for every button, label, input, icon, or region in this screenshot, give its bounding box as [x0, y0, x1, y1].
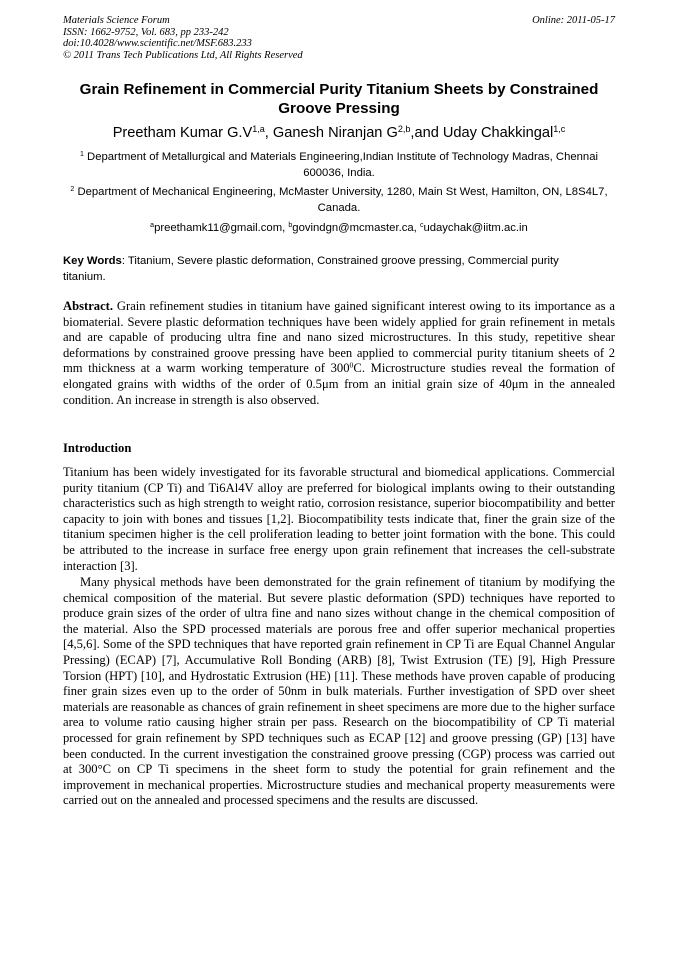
affiliation-2 — [63, 184, 615, 216]
abstract — [63, 299, 615, 408]
introduction-heading: Introduction — [63, 441, 132, 455]
keywords-text: : Titanium, Severe plastic deformation, Constrained groove pressing, Commercial purity titanium. — [63, 255, 559, 283]
affiliation-text: Department of Metallurgical and Materials Engineering,Indian Institute of Technology Madras, Chennai 600036, India. — [83, 151, 598, 179]
keywords — [63, 253, 583, 285]
email-address: preethamk11@gmail.com, — [154, 222, 289, 234]
introduction-paragraph-2: Many physical methods have been demonstrated for the grain refinement of titanium by modifying the chemical composition of the material. But severe plastic deformation (SPD) techniques have reported to produce grain sizes of the order of ultra fine and nano sizes without change in the chemical composition of the material. Also the SPD processed materials are porous free and offer superior mechanical properties [4,5,6]. Some of the SPD techniques that have reported grain refinement in CP Ti are Equal Channel Angular Pressing) (ECAP) [7], Accumulative Roll Bonding (ARB) [8], Twist Extrusion (TE) [9], High Pressure Torsion (HPT) [10], and Hydrostatic Extrusion (HE) [11]. These methods have proven capable of producing finer grain sizes even up to the order of 50nm in bulk materials. Further investigation of SPD over sheet materials are reasonable as chances of grain refinement in sheet specimens are more due to the higher surface area to volume ratio causing higher strain per pass. Research on the biocompatibility of CP Ti material processed for grain refinement by SPD techniques such as ECAP [12] and groove pressing (GP) [13] have been conducted. In the current investigation the constrained groove pressing (CGP) process was carried out at 300°C on CP Ti specimens in the sheet form to study the potential for grain refinement and the improvement in mechanical properties. Microstructure studies and mechanical property measurements were carried out on the annealed and processed specimens and the results are discussed. — [63, 575, 615, 808]
author-superscript: 1,a — [252, 124, 265, 135]
email-superscript: b — [288, 222, 293, 230]
keywords-label: Key Words — [63, 255, 122, 267]
author-name: Preetham Kumar G.V — [112, 125, 253, 141]
journal-name: Materials Science Forum — [63, 15, 170, 26]
author-name: Ganesh Niranjan G — [272, 125, 398, 141]
affiliation-number: 2 — [70, 186, 75, 194]
author-superscript: 2,b — [397, 124, 411, 135]
online-date: Online: 2011-05-17 — [532, 15, 615, 26]
author-list — [63, 124, 615, 142]
doi-line: doi:10.4028/www.scientific.net/MSF.683.233 — [63, 38, 252, 50]
author-name: and Uday Chakkingal — [414, 125, 554, 141]
email-address: udaychak@iitm.ac.in — [423, 222, 528, 234]
abstract-text: Grain refinement studies in titanium have gained significant interest owing to its importance as a biomaterial. Severe plastic deformation techniques have been widely applied for grain refinement in metals and are capable of producing ultra fine and nano sized microstructures. In this study, repetitive shear deformations by constrained groove pressing have been applied to commercial purity titanium sheets of 2 mm thickness at a warm working temperature of 300 — [63, 299, 615, 376]
degree-superscript: 0 — [349, 360, 354, 370]
email-address: govindgn@mcmaster.ca, — [292, 222, 420, 234]
email-superscript: a — [150, 222, 155, 230]
author-superscript: 1,c — [553, 124, 566, 135]
affiliation-text: Department of Mechanical Engineering, McMaster University, 1280, Main St West, Hamilton, ON, L8S4L7, Canada. — [74, 186, 608, 214]
affiliation-1 — [63, 149, 615, 181]
author-separator: , — [410, 125, 415, 141]
copyright-line: © 2011 Trans Tech Publications Ltd, All Rights Reserved — [63, 49, 303, 61]
abstract-label: Abstract. — [63, 299, 114, 313]
email-superscript: c — [419, 222, 424, 230]
author-emails — [63, 220, 615, 236]
author-separator: , — [264, 125, 273, 141]
journal-header — [63, 15, 303, 61]
abstract-text-continued: C. Microstructure studies reveal the formation of elongated grains with widths of the order of 0.5μm from an initial grain size of 40μm in the annealed condition. An increase in strength is also observed. — [63, 361, 615, 407]
paper-title: Grain Refinement in Commercial Purity Titanium Sheets by Constrained Groove Pressing — [79, 81, 599, 117]
issn-line: ISSN: 1662-9752, Vol. 683, pp 233-242 — [63, 26, 229, 38]
introduction-paragraph-1: Titanium has been widely investigated for its favorable structural and biomedical applications. Commercial purity titanium (CP Ti) and Ti6Al4V alloy are preferred for biological implants owing to their outstanding characteristics such as high strength to weight ratio, corrosion resistance, superior biocompatibility and better capacity to join with bones and tissues [1,2]. Biocompatibility tests indicate that, finer the grain size of the titanium specimen higher is the cell proliferation leading to better joint formation with the bone. This could be attributed to the increase in surface free energy upon grain refinement that increases the cell-substrate interaction [3]. — [63, 465, 615, 573]
affiliation-number: 1 — [80, 151, 84, 159]
